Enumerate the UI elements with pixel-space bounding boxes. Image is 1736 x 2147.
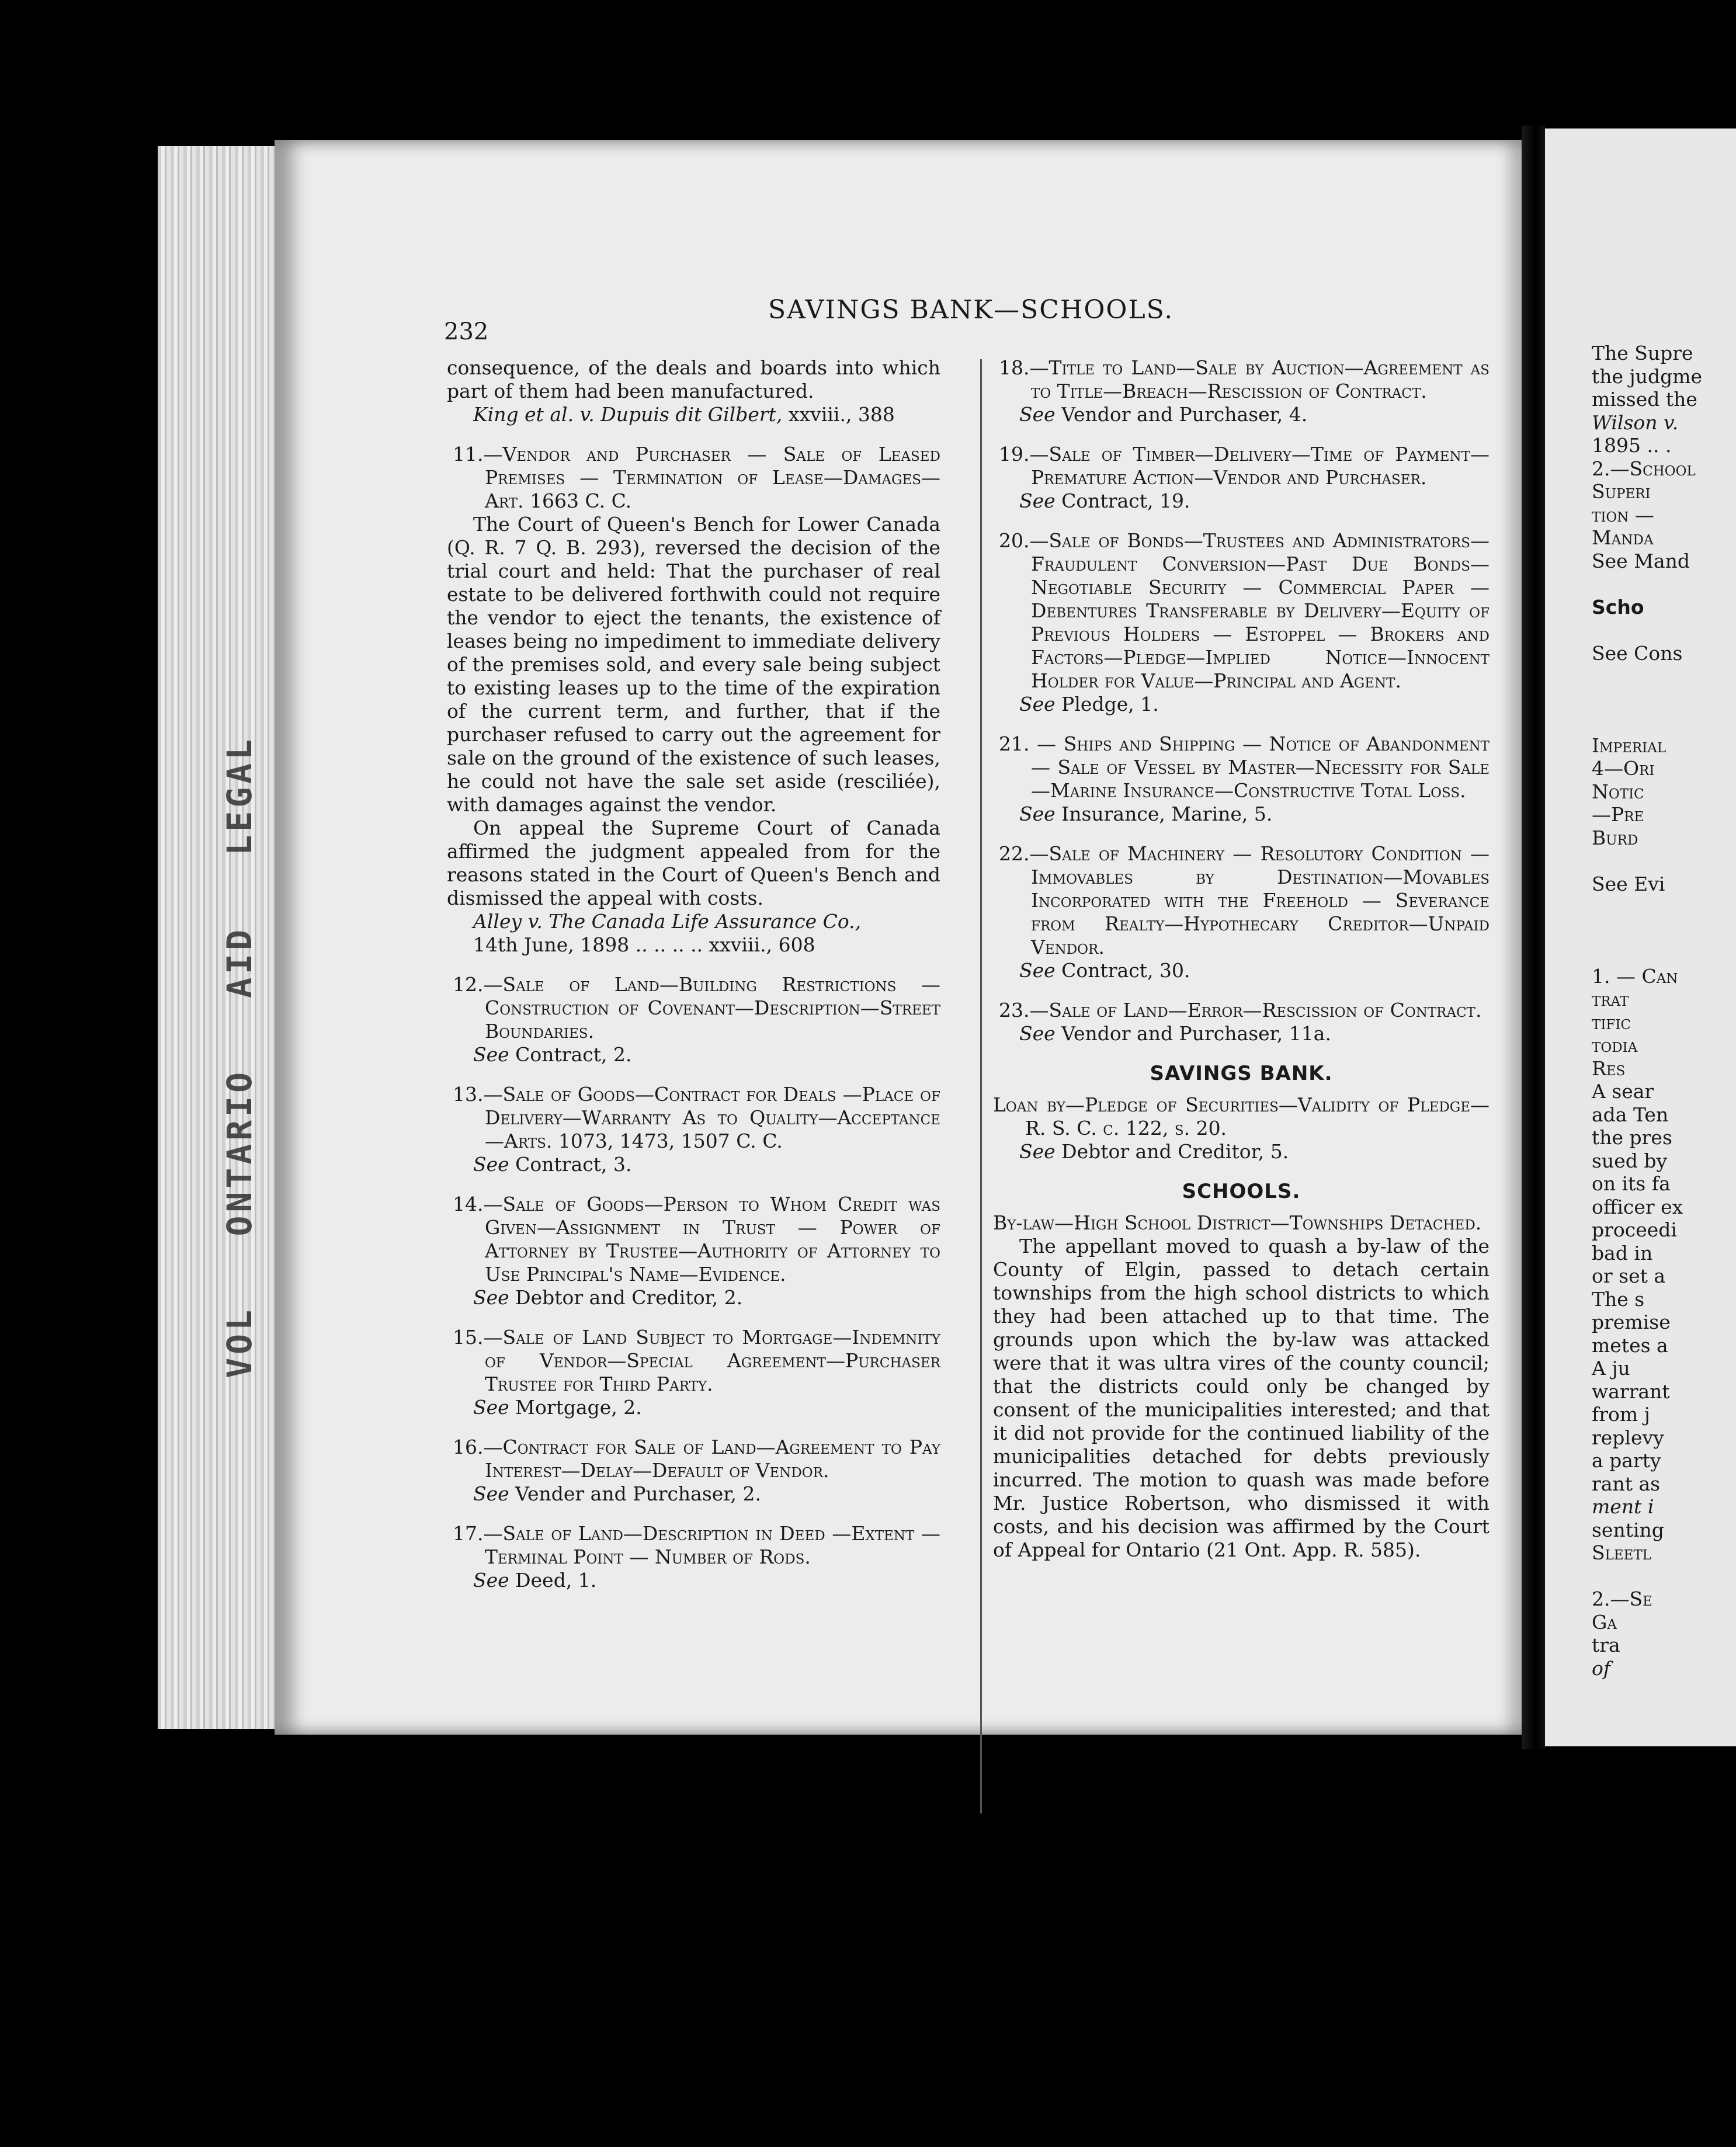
fragment-line: See Cons <box>1592 641 1683 665</box>
entry-heading: 21. — Ships and Shipping — Notice of Abandonment — Sale of Vessel by Master—Necessity for Sale—Marine Insurance—Constructive Total Loss. <box>999 732 1490 802</box>
digest-entry <box>447 1436 940 1506</box>
continuation-text: consequence, of the deals and boards into which part of them had been manufactured. <box>447 356 940 402</box>
fragment-line: See Mand <box>1592 549 1690 572</box>
fragment-line: tific <box>1592 1010 1631 1034</box>
cross-reference <box>993 489 1490 513</box>
fragment-line: the judgme <box>1592 364 1703 388</box>
digest-entry <box>993 356 1490 426</box>
cross-reference <box>993 802 1490 826</box>
fragment-line: Sleetl <box>1592 1541 1652 1564</box>
entry-heading: 22.—Sale of Machinery — Resolutory Condition — Immovables by Destination—Movables Incorporated with the Freehold — Severance from Realty—Hypothecary Creditor—Unpaid Vendor. <box>999 842 1490 958</box>
see-word: See <box>1019 403 1056 426</box>
see-word: See <box>1019 802 1056 825</box>
cross-reference-target: Contract, 3. <box>515 1153 632 1176</box>
fragment-line: missed the <box>1592 388 1697 411</box>
fragment-line: ada Ten <box>1592 1103 1669 1126</box>
case-name: Alley v. The Canada Life Assurance Co., <box>473 910 862 933</box>
fragment-line <box>1592 688 1702 711</box>
cross-reference <box>993 693 1490 716</box>
see-word: See <box>473 1482 509 1505</box>
cross-reference-target: Vendor and Purchaser, 4. <box>1061 403 1308 426</box>
see-word: See <box>473 1153 509 1176</box>
digest-entry <box>993 842 1490 982</box>
fragment-line: 1895 .. . <box>1592 434 1672 457</box>
fragment-line: warrant <box>1592 1380 1670 1403</box>
entry-heading: 23.—Sale of Land—Error—Rescission of Contract. <box>999 999 1482 1022</box>
cross-reference-target: Vender and Purchaser, 2. <box>515 1482 761 1505</box>
entry-heading: By-law—High School District—Townships Detached. <box>993 1211 1482 1234</box>
cross-reference-target: Vendor and Purchaser, 11a. <box>1061 1022 1331 1045</box>
right-column <box>993 356 1490 1578</box>
entry-heading: 15.—Sale of Land Subject to Mortgage—Indemnity of Vendor—Special Agreement—Purchaser Trustee for Third Party. <box>453 1326 940 1395</box>
stamp-line: ONTARIO <box>220 1068 259 1236</box>
stamp-line: LEGAL <box>220 736 259 856</box>
entry-paragraph: The appellant moved to quash a by-law of the County of Elgin, passed to detach certain townships from the high school districts to which they had been attached up to that time. The grounds upon which the by-law was attacked were that it was ultra vires of the county council; that the districts could only be changed by consent of the municipalities interested; and that it did not provide for the continued liability of the municipalities detached for debts previously incurred. The motion to quash was made before Mr. Justice Robertson, who dismissed it with costs, and his decision was affirmed by the Court of Appeal for Ontario (21 Ont. App. R. 585). <box>993 1235 1490 1561</box>
fragment-line: See Evi <box>1592 872 1665 895</box>
cross-reference-target: Insurance, Marine, 5. <box>1061 802 1273 825</box>
fragment-line: —Pre <box>1592 803 1644 826</box>
fragment-line: Wilson v. <box>1592 411 1679 434</box>
entry-heading: 18.—Title to Land—Sale by Auction—Agreement as to Title—Breach—Rescission of Contract. <box>999 356 1490 402</box>
cross-reference-target: Debtor and Creditor, 2. <box>515 1286 743 1309</box>
fragment-line: 2.—School <box>1592 457 1696 480</box>
entry-heading: 12.—Sale of Land—Building Restrictions — Construction of Covenant—Description—Street Boundaries. <box>453 973 940 1043</box>
fragment-line <box>1592 1565 1702 1588</box>
digest-entry <box>447 1193 940 1309</box>
see-word: See <box>473 1569 509 1592</box>
fragment-line: premise <box>1592 1311 1671 1333</box>
continuation-entry <box>447 356 940 426</box>
fragment-line: 1. — Can <box>1592 964 1678 988</box>
fragment-line: the pres <box>1592 1126 1672 1149</box>
cross-reference <box>993 1140 1490 1163</box>
entry-heading: 16.—Contract for Sale of Land—Agreement to Pay Interest—Delay—Default of Vendor. <box>453 1436 940 1482</box>
fragment-line <box>1592 919 1702 942</box>
cross-reference <box>447 1286 940 1309</box>
see-word: See <box>473 1396 509 1419</box>
cross-reference <box>447 1043 940 1066</box>
case-reference: xxviii., 388 <box>788 403 895 426</box>
digest-entry <box>447 1083 940 1176</box>
digest-entry <box>447 973 940 1066</box>
entry-heading: Loan by—Pledge of Securities—Validity of Pledge—R. S. C. c. 122, s. 20. <box>993 1093 1490 1139</box>
cross-reference-target: Pledge, 1. <box>1061 693 1159 715</box>
fragment-line: proceedi <box>1592 1218 1677 1241</box>
page-number: 232 <box>444 318 489 345</box>
fragment-line: Ga <box>1592 1610 1617 1634</box>
stamp-line: VOL <box>220 1307 259 1378</box>
cross-reference <box>993 403 1490 426</box>
fragment-line <box>1592 711 1702 734</box>
fragment-line: replevy <box>1592 1426 1664 1449</box>
fragment-line: 4—Ori <box>1592 757 1655 780</box>
column-divider <box>980 359 982 1814</box>
fragment-line: on its fa <box>1592 1172 1671 1195</box>
cross-reference <box>447 1396 940 1419</box>
fragment-line: metes a <box>1592 1333 1668 1357</box>
fragment-line: of <box>1592 1656 1611 1680</box>
fragment-line: from j <box>1592 1403 1650 1426</box>
book-gutter <box>1522 126 1545 1749</box>
see-word: See <box>473 1286 509 1309</box>
digest-entry <box>993 1211 1490 1562</box>
case-name: King et al. v. Dupuis dit Gilbert, <box>473 403 783 426</box>
fragment-line: Scho <box>1592 595 1644 619</box>
fragment-line <box>1592 619 1702 642</box>
fragment-line: 2.—Se <box>1592 1587 1652 1610</box>
fragment-line: Burd <box>1592 826 1638 849</box>
fragment-line: trat <box>1592 988 1629 1010</box>
fragment-line: Manda <box>1592 526 1654 549</box>
cross-reference <box>447 1569 940 1592</box>
cross-reference-target: Mortgage, 2. <box>515 1396 642 1419</box>
cross-reference-target: Contract, 2. <box>515 1043 632 1066</box>
cross-reference <box>993 1022 1490 1045</box>
entry-heading: 14.—Sale of Goods—Person to Whom Credit was Given—Assignment in Trust — Power of Attorney by Trustee—Authority of Attorney to Use Principal's Name—Evidence. <box>453 1193 940 1286</box>
fragment-line: sued by <box>1592 1149 1668 1172</box>
digest-entry <box>993 443 1490 513</box>
left-column <box>447 356 940 1608</box>
citation <box>447 403 940 426</box>
entry-heading: 13.—Sale of Goods—Contract for Deals —Place of Delivery—Warranty As to Quality—Acceptance—Arts. 1073, 1473, 1507 C. C. <box>453 1083 940 1152</box>
fragment-line: ment i <box>1592 1495 1654 1518</box>
entry-heading: 11.—Vendor and Purchaser — Sale of Leased Premises — Termination of Lease—Damages—Art. 1663 C. C. <box>453 443 940 512</box>
fragment-line: A ju <box>1592 1357 1630 1380</box>
fragment-line: or set a <box>1592 1264 1666 1287</box>
section-title: SCHOOLS. <box>1182 1180 1301 1203</box>
cross-reference <box>447 1482 940 1506</box>
facing-page-text <box>1592 342 1702 1680</box>
digest-entry <box>447 1326 940 1419</box>
fragment-line: The Supre <box>1592 342 1693 364</box>
fragment-line: bad in <box>1592 1241 1653 1264</box>
fragment-line: senting <box>1592 1518 1664 1541</box>
entry-paragraph: On appeal the Supreme Court of Canada affirmed the judgment appealed from for the reasons stated in the Court of Queen's Bench and dismissed the appeal with costs. <box>447 817 940 909</box>
digest-entry <box>447 1522 940 1592</box>
fragment-line: a party <box>1592 1449 1661 1472</box>
digest-entry <box>993 999 1490 1045</box>
library-stamp <box>204 736 275 1378</box>
page-header <box>444 295 1332 345</box>
case-reference: 14th June, 1898 .. .. .. .. xxviii., 608 <box>473 933 815 956</box>
see-word: See <box>473 1043 509 1066</box>
fragment-line: Notic <box>1592 780 1644 803</box>
fragment-line: tion — <box>1592 503 1654 526</box>
entry-paragraph: The Court of Queen's Bench for Lower Canada (Q. R. 7 Q. B. 293), reversed the decision of the trial court and held: That the purchaser of real estate to be delivered forthwith could not require the vendor to eject the tenants, the existence of leases being no impediment to immediate delivery of the premises sold, and every sale being subject to existing leases up to the time of the expiration of the current term, and further, that if the purchaser refused to carry out the agreement for sale on the ground of the existence of such leases, he could not have the sale set aside (resciliée), with damages against the vendor. <box>447 513 940 816</box>
entry-heading: 19.—Sale of Timber—Delivery—Time of Payment—Premature Action—Vendor and Purchaser. <box>999 443 1490 489</box>
running-head: SAVINGS BANK—SCHOOLS. <box>768 295 1174 325</box>
fragment-line: The s <box>1592 1287 1645 1311</box>
digest-entry <box>993 732 1490 826</box>
citation <box>447 910 940 957</box>
fragment-line <box>1592 895 1702 919</box>
see-word: See <box>1019 489 1056 512</box>
cross-reference <box>447 1153 940 1176</box>
fragment-line: tra <box>1592 1634 1620 1656</box>
entry-heading: 20.—Sale of Bonds—Trustees and Administrators—Fraudulent Conversion—Past Due Bonds—Negotiable Security — Commercial Paper — Debentures Transferable by Delivery—Equity of Previous Holders — Estoppel — Brokers and Factors—Pledge—Implied Notice—Innocent Holder for Value—Principal and Agent. <box>999 529 1490 692</box>
digest-entry <box>993 529 1490 716</box>
digest-entry <box>447 443 940 957</box>
fragment-line <box>1592 665 1702 688</box>
fragment-line: Res <box>1592 1057 1626 1080</box>
see-word: See <box>1019 1140 1056 1163</box>
fragment-line: todia <box>1592 1034 1638 1057</box>
fragment-line <box>1592 942 1702 965</box>
cross-reference-target: Contract, 30. <box>1061 959 1190 982</box>
cross-reference-target: Contract, 19. <box>1061 489 1190 512</box>
section-title: SAVINGS BANK. <box>1150 1062 1333 1085</box>
fragment-line: rant as <box>1592 1472 1661 1495</box>
see-word: See <box>1019 693 1056 715</box>
digest-entry <box>993 1093 1490 1163</box>
stamp-line: AID <box>220 926 259 998</box>
cross-reference-target: Deed, 1. <box>515 1569 597 1592</box>
cross-reference <box>993 959 1490 982</box>
fragment-line <box>1592 572 1702 596</box>
see-word: See <box>1019 959 1056 982</box>
fragment-line: officer ex <box>1592 1195 1683 1218</box>
fragment-line: A sear <box>1592 1080 1654 1103</box>
fragment-line <box>1592 849 1702 873</box>
fragment-line: Superi <box>1592 480 1651 503</box>
fragment-line: Imperial <box>1592 734 1666 757</box>
entry-heading: 17.—Sale of Land—Description in Deed —Extent — Terminal Point — Number of Rods. <box>453 1522 940 1568</box>
cross-reference-target: Debtor and Creditor, 5. <box>1061 1140 1289 1163</box>
see-word: See <box>1019 1022 1056 1045</box>
